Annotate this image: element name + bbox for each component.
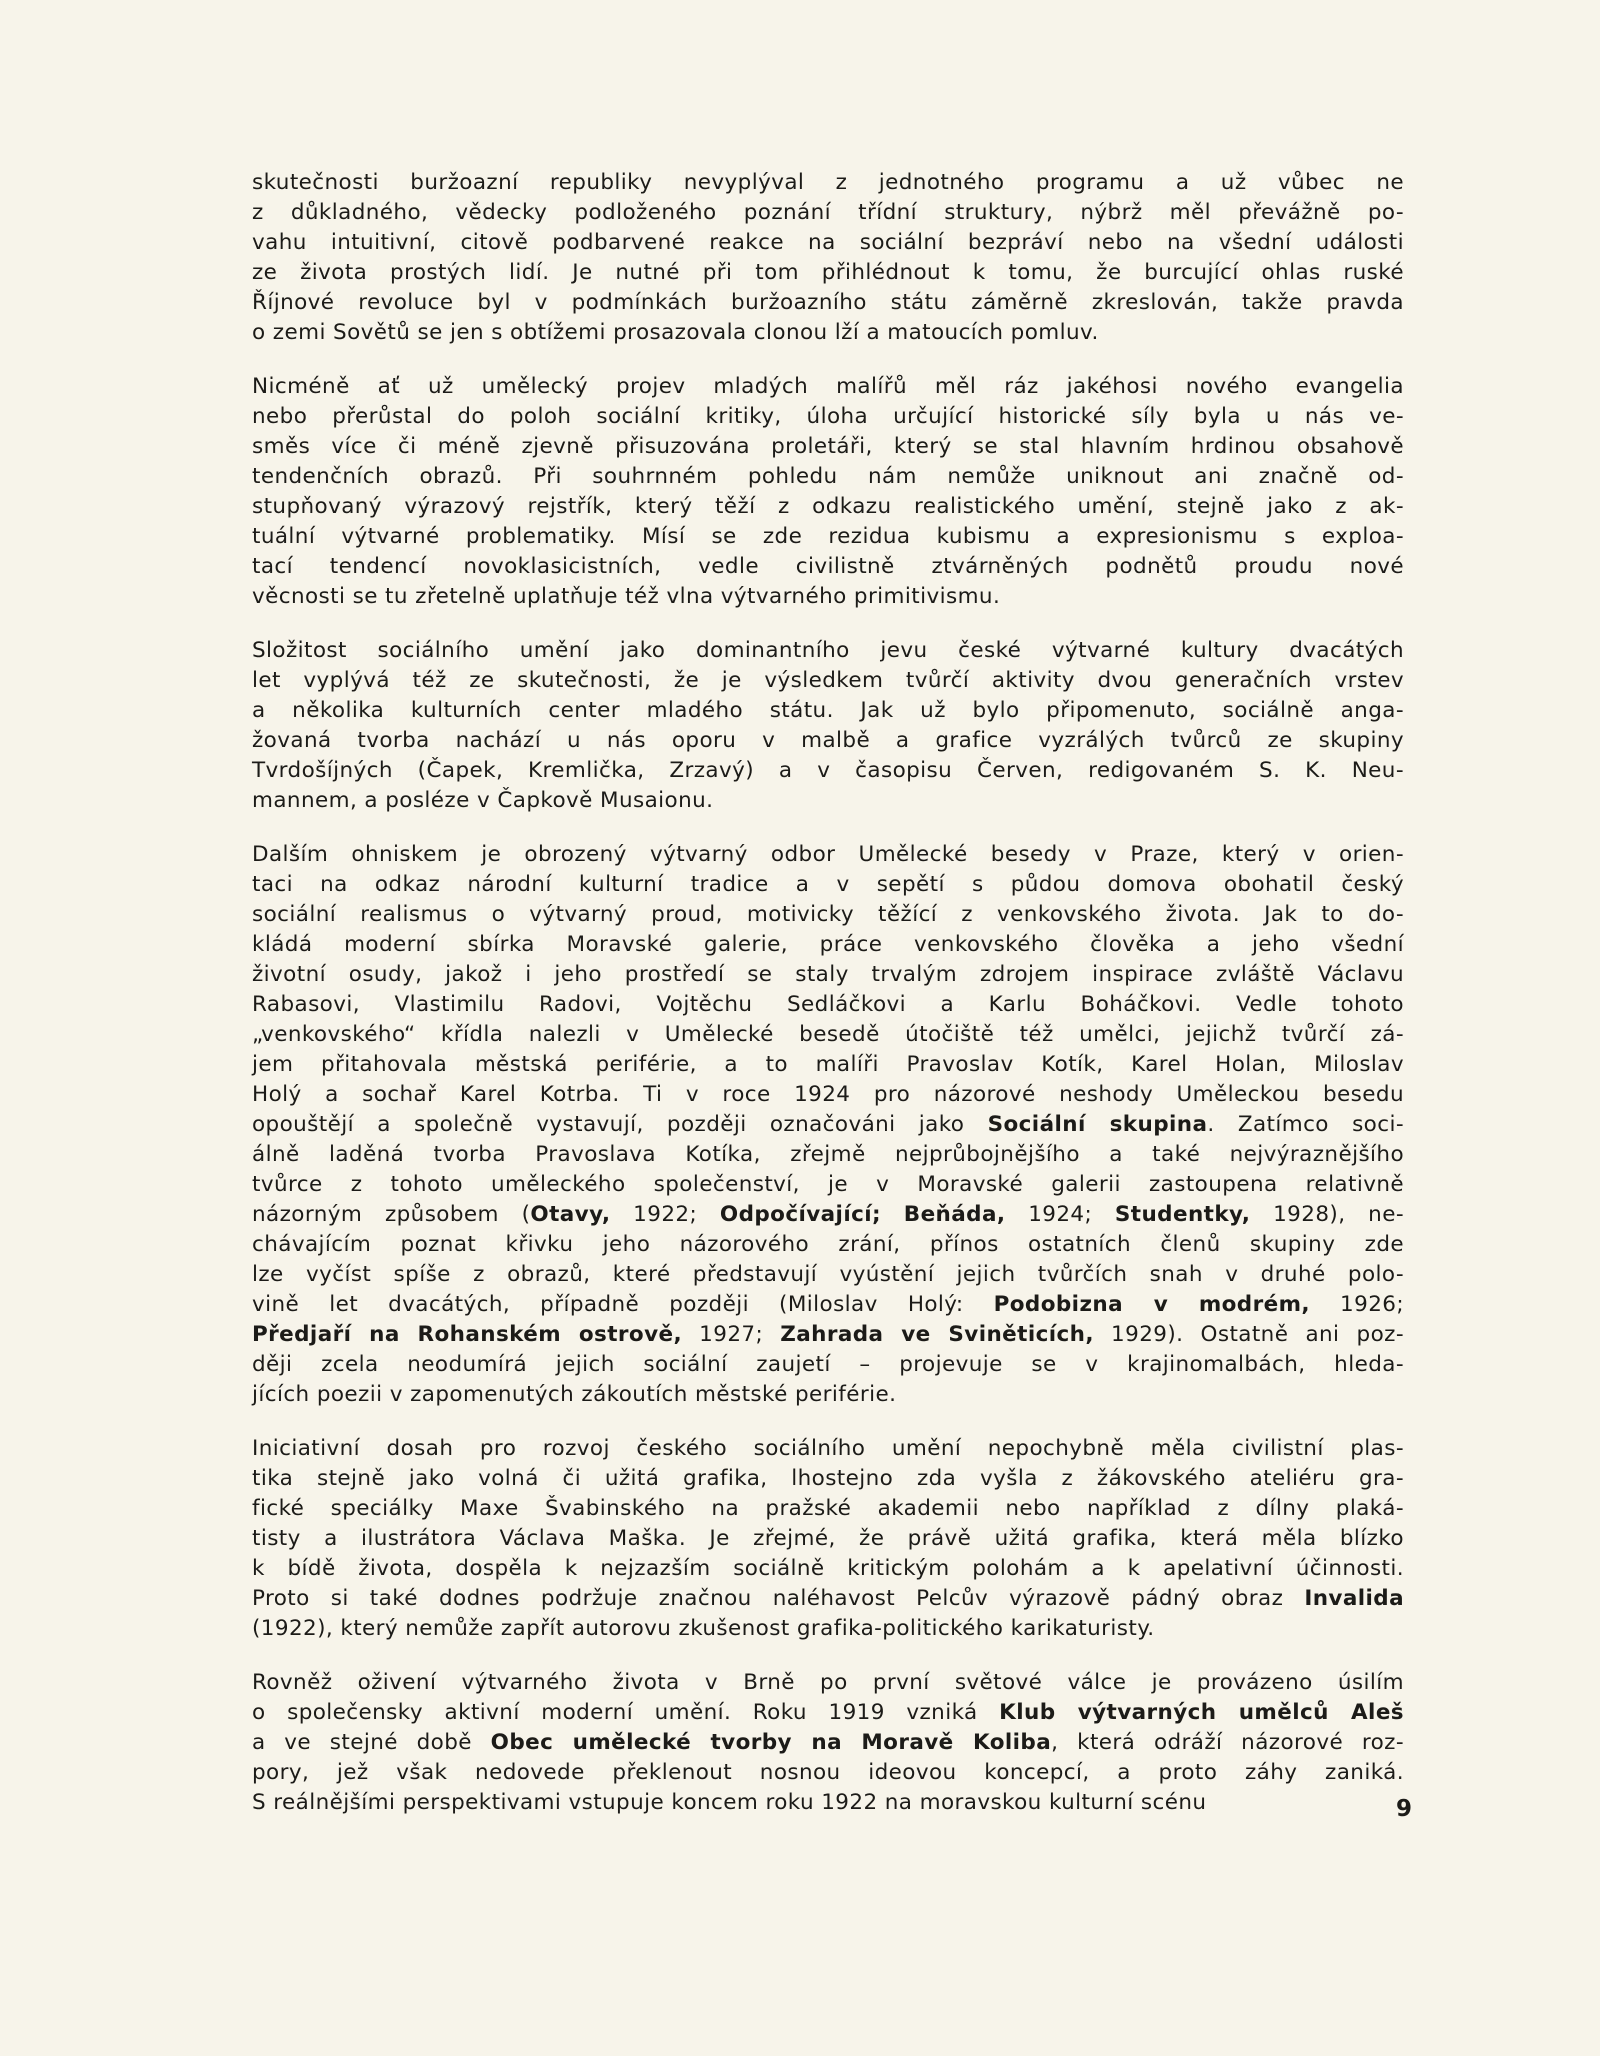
text-run: Iniciativní dosah pro rozvoj českého sociálního umění nepochybně měla civilistní plas- [252, 1436, 1404, 1461]
text-run: stupňovaný výrazový rejstřík, který těží z odkazu realistického umění, stejně jako z ak- [252, 494, 1404, 519]
text-line [252, 726, 1404, 756]
text-run: let vyplývá též ze skutečnosti, že je výsledkem tvůrčí aktivity dvou generačních vrstev [252, 668, 1404, 693]
text-run: z důkladného, vědecky podloženého poznání třídní struktury, nýbrž měl převážně po- [252, 200, 1404, 225]
text-line [252, 318, 1404, 348]
paragraph [252, 1668, 1404, 1818]
text-line [252, 1200, 1404, 1230]
text-line [252, 930, 1404, 960]
text-line [252, 198, 1404, 228]
bold-title: Beňáda, [903, 1202, 1006, 1227]
text-run: o společensky aktivní moderní umění. Roku 1919 vzniká [252, 1700, 1000, 1725]
text-line [252, 372, 1404, 402]
text-run: taci na odkaz národní kulturní tradice a v sepětí s půdou domova obohatil český [252, 872, 1404, 897]
text-run: nebo přerůstal do poloh sociální kritiky, úloha určující historické síly byla u nás ve- [252, 404, 1404, 429]
text-run: 1929). Ostatně ani poz- [1093, 1322, 1404, 1347]
text-run: Rovněž oživení výtvarného života v Brně po první světové válce je provázeno úsilím [252, 1670, 1404, 1695]
text-line [252, 462, 1404, 492]
text-run: vině let dvacátých, případně později (Miloslav Holý: [252, 1292, 994, 1317]
text-run: Složitost sociálního umění jako dominantního jevu české výtvarné kultury dvacátých [252, 638, 1404, 663]
text-line [252, 1320, 1404, 1350]
text-line [252, 552, 1404, 582]
text-line [252, 1020, 1404, 1050]
bold-title: Sociální skupina [987, 1112, 1208, 1137]
text-run: tací tendencí novoklasicistních, vedle civilistně ztvárněných podnětů proudu nové [252, 554, 1404, 579]
paragraph [252, 636, 1404, 816]
text-line [252, 1170, 1404, 1200]
text-run: skutečnosti buržoazní republiky nevyplýval z jednotného programu a už vůbec ne [252, 170, 1404, 195]
text-run: Holý a sochař Karel Kotrba. Ti v roce 1924 pro názorové neshody Uměleckou besedu [252, 1082, 1404, 1107]
text-line [252, 168, 1404, 198]
text-line [252, 1350, 1404, 1380]
text-run: 1924; [1005, 1202, 1115, 1227]
text-line [252, 1464, 1404, 1494]
page-number: 9 [1396, 1796, 1413, 1822]
text-line [252, 228, 1404, 258]
text-line [252, 1758, 1404, 1788]
bold-title: Invalida [1304, 1586, 1404, 1611]
paragraph [252, 1434, 1404, 1644]
text-line [252, 1230, 1404, 1260]
text-run: tvůrce z tohoto uměleckého společenství, je v Moravské galerii zastoupena relativně [252, 1172, 1404, 1197]
text-run: lze vyčíst spíše z obrazů, které představují vyústění jejich tvůrčích snah v druhé polo- [252, 1262, 1404, 1287]
text-run: 1927; [682, 1322, 781, 1347]
text-line [252, 1260, 1404, 1290]
text-run: kládá moderní sbírka Moravské galerie, práce venkovského člověka a jeho všední [252, 932, 1404, 957]
text-run: 1928), ne- [1250, 1202, 1404, 1227]
bold-title: Studentky, [1114, 1202, 1251, 1227]
text-line [252, 1110, 1404, 1140]
text-run: Říjnové revoluce byl v podmínkách buržoazního státu záměrně zkreslován, takže pravda [252, 290, 1404, 315]
paragraph [252, 168, 1404, 348]
text-line [252, 840, 1404, 870]
text-line [252, 1788, 1404, 1818]
text-run: žovaná tvorba nachází u nás oporu v malbě a grafice vyzrálých tvůrců ze skupiny [252, 728, 1404, 753]
text-line [252, 696, 1404, 726]
text-run: chávajícím poznat křivku jeho názorového zrání, přínos ostatních členů skupiny zde [252, 1232, 1404, 1257]
text-line [252, 1728, 1404, 1758]
text-run: k bídě života, dospěla k nejzazším sociálně kritickým polohám a k apelativní účinnosti. [252, 1556, 1404, 1581]
text-line [252, 582, 1404, 612]
text-run: . Zatímco soci- [1207, 1112, 1404, 1137]
bold-title: Předjaří na Rohanském ostrově, [252, 1322, 683, 1347]
text-run: směs více či méně zjevně přisuzována proletáři, který se stal hlavním hrdinou obsahově [252, 434, 1404, 459]
text-line [252, 1494, 1404, 1524]
text-run: 1926; [1309, 1292, 1405, 1317]
text-line [252, 1668, 1404, 1698]
text-line [252, 1080, 1404, 1110]
text-line [252, 1524, 1404, 1554]
text-run: o zemi Sovětů se jen s obtížemi prosazovala clonou lží a matoucích pomluv. [252, 320, 1099, 345]
text-line [252, 1554, 1404, 1584]
text-run: fické speciálky Maxe Švabinského na pražské akademii nebo například z dílny plaká- [252, 1496, 1404, 1521]
text-run: „venkovského“ křídla nalezli v Umělecké besedě útočiště též umělci, jejichž tvůrčí zá- [252, 1022, 1404, 1047]
text-run: (1922), který nemůže zapřít autorovu zkušenost grafika-politického karikaturisty. [252, 1616, 1155, 1641]
text-run: tika stejně jako volná či užitá grafika, lhostejno zda vyšla z žákovského ateliéru gra- [252, 1466, 1404, 1491]
text-run: Dalším ohniskem je obrozený výtvarný odbor Umělecké besedy v Praze, který v orien- [252, 842, 1404, 867]
text-run: sociální realismus o výtvarný proud, motivicky těžící z venkovského života. Jak to do- [252, 902, 1404, 927]
text-line [252, 1584, 1404, 1614]
text-line [252, 522, 1404, 552]
text-run: Nicméně ať už umělecký projev mladých malířů měl ráz jakéhosi nového evangelia [252, 374, 1404, 399]
bold-title: Zahrada ve Sviněticích, [780, 1322, 1094, 1347]
text-line [252, 1434, 1404, 1464]
text-run: ze života prostých lidí. Je nutné při tom přihlédnout k tomu, že burcující ohlas ruské [252, 260, 1404, 285]
bold-title: Obec umělecké tvorby na Moravě Koliba [490, 1730, 1052, 1755]
text-line [252, 432, 1404, 462]
text-line [252, 492, 1404, 522]
text-run: Tvrdošíjných (Čapek, Kremlička, Zrzavý) a v časopisu Červen, redigovaném S. K. Neu- [252, 758, 1404, 783]
bold-title: Otavy, [530, 1202, 611, 1227]
text-run: , která odráží názorové roz- [1051, 1730, 1404, 1755]
text-run: jících poezii v zapomenutých zákoutích městské periférie. [252, 1382, 897, 1407]
text-line [252, 1614, 1404, 1644]
text-run: ději zcela neodumírá jejich sociální zaujetí – projevuje se v krajinomalbách, hleda- [252, 1352, 1404, 1377]
text-run: Rabasovi, Vlastimilu Radovi, Vojtěchu Sedláčkovi a Karlu Boháčkovi. Vedle tohoto [252, 992, 1404, 1017]
text-line [252, 990, 1404, 1020]
text-line [252, 258, 1404, 288]
text-run: Proto si také dodnes podržuje značnou naléhavost Pelcův výrazově pádný obraz [252, 1586, 1305, 1611]
text-line [252, 786, 1404, 816]
text-line [252, 1698, 1404, 1728]
text-line [252, 1050, 1404, 1080]
text-line [252, 756, 1404, 786]
text-line [252, 900, 1404, 930]
text-run: álně laděná tvorba Pravoslava Kotíka, zřejmě nejprůbojnějšího a také nejvýraznějšího [252, 1142, 1404, 1167]
text-run: opouštějí a společně vystavují, později označováni jako [252, 1112, 988, 1137]
text-run: 1922; [610, 1202, 720, 1227]
text-line [252, 288, 1404, 318]
text-run: životní osudy, jakož i jeho prostředí se staly trvalým zdrojem inspirace zvláště Václavu [252, 962, 1404, 987]
text-run: mannem, a posléze v Čapkově Musaionu. [252, 788, 714, 813]
text-line [252, 1380, 1404, 1410]
text-line [252, 1140, 1404, 1170]
text-line [252, 666, 1404, 696]
paragraph [252, 372, 1404, 612]
text-run: pory, jež však nedovede překlenout nosnou ideovou koncepcí, a proto záhy zaniká. [252, 1760, 1404, 1785]
text-run: vahu intuitivní, citově podbarvené reakce na sociální bezpráví nebo na všední události [252, 230, 1404, 255]
text-line [252, 960, 1404, 990]
text-run: tendenčních obrazů. Při souhrnném pohledu nám nemůže uniknout ani značně od- [252, 464, 1404, 489]
body-text [252, 168, 1404, 1842]
bold-title: Klub výtvarných umělců Aleš [999, 1700, 1404, 1725]
text-run: tisty a ilustrátora Václava Maška. Je zřejmé, že právě užitá grafika, která měla blízko [252, 1526, 1404, 1551]
text-line [252, 870, 1404, 900]
bold-title: Podobizna v modrém, [993, 1292, 1310, 1317]
text-line [252, 636, 1404, 666]
paragraph [252, 840, 1404, 1410]
text-run: věcnosti se tu zřetelně uplatňuje též vlna výtvarného primitivismu. [252, 584, 1001, 609]
text-line [252, 402, 1404, 432]
text-run: tuální výtvarné problematiky. Mísí se zde rezidua kubismu a expresionismu s exploa- [252, 524, 1404, 549]
text-run: a několika kulturních center mladého státu. Jak už bylo připomenuto, sociálně anga- [252, 698, 1404, 723]
text-line [252, 1290, 1404, 1320]
text-run: názorným způsobem ( [252, 1202, 531, 1227]
text-run: jem přitahovala městská periférie, a to malíři Pravoslav Kotík, Karel Holan, Miloslav [252, 1052, 1404, 1077]
text-run: a ve stejné době [252, 1730, 491, 1755]
text-run: S reálnějšími perspektivami vstupuje koncem roku 1922 na moravskou kulturní scénu [252, 1790, 1207, 1815]
bold-title: Odpočívající; [719, 1202, 882, 1227]
text-run [881, 1202, 904, 1227]
